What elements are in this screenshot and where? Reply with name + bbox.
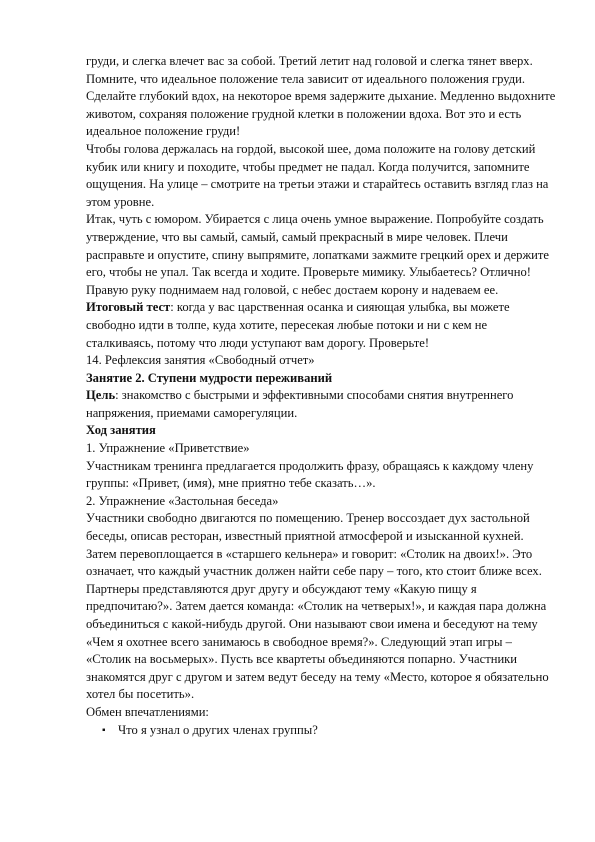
document-page — [86, 53, 556, 739]
question-list — [86, 722, 556, 740]
paragraph: Итак, чуть с юмором. Убирается с лица очень умное выражение. Попробуйте создать утверждение, что вы самый, самый, самый прекрасный в мире человек. Плечи расправьте и опустите, спину выпрямите, лопатками зажмите грецкий орех и держите его, чтобы не упал. Так всегда и ходите. Проверьте мимику. Улыбаетесь? Отлично! Правую руку поднимаем над головой, с небес достаем корону и надеваем ее. — [86, 212, 549, 297]
bullet-icon: ▪ — [102, 724, 106, 736]
exercise-2-text: Участники свободно двигаются по помещению. Тренер воссоздает дух застольной беседы, описав ресторан, известный приятной атмосферой и изысканной кухней. Затем перевоплощается в «старшего кельнера» и говорит: «Столик на двоих!». Это означает, что каждый участник должен найти себе пару – того, кто стоит ближе всех. Партнеры представляются друг другу и обсуждают тему «Какую пищу я предпочитаю?». Затем дается команда: «Столик на четверых!», и каждая пара должна объединиться с какой-нибудь другой. Они называют свои имена и беседуют на тему «Чем я охотнее всего занимаюсь в свободное время?». Следующий этап игры – «Столик на восьмерых». Пусть все квартеты объединяются попарно. Участники знакомятся друг с другом и затем ведут беседу на тему «Место, которое я обязательно хотел бы посетить». — [86, 511, 549, 702]
exchange-label: Обмен впечатлениями: — [86, 704, 209, 719]
lesson-title: Занятие 2. Ступени мудрости переживаний — [86, 370, 333, 385]
exercise-1-text: Участникам тренинга предлагается продолжить фразу, обращаясь к каждому члену группы: «Привет, (имя), мне приятно тебе сказать…». — [86, 458, 534, 491]
goal-label: Цель — [86, 388, 116, 403]
course-heading: Ход занятия — [86, 423, 156, 438]
final-test-label: Итоговый тест — [86, 300, 171, 315]
exercise-1-title: 1. Упражнение «Приветствие» — [86, 441, 250, 456]
paragraph: Чтобы голова держалась на гордой, высокой шее, дома положите на голову детский кубик или книгу и походите, чтобы предмет не падал. Когда получится, запомните ощущения. На улице – смотрите на третьи этажи и старайтесь оставить взгляд глаз на этом уровне. — [86, 141, 549, 209]
goal-text: : знакомство с быстрыми и эффективными способами снятия внутреннего напряжения, приемами саморегуляции. — [86, 388, 514, 420]
paragraph: груди, и слегка влечет вас за собой. Третий летит над головой и слегка тянет вверх. — [86, 54, 533, 68]
goal-paragraph — [86, 387, 556, 422]
paragraph: Помните, что идеальное положение тела зависит от идеального положения груди. Сделайте глубокий вдох, на некоторое время задержите дыхание. Медленно выдохните животом, сохраняя положение грудной клетки в положении вдоха. Вот это и есть идеальное положение груди! — [86, 71, 556, 139]
final-test-text: : когда у вас царственная осанка и сияющая улыбка, вы можете свободно идти в толпе, куда хотите, пересекая любые потоки и ни с кем не сталкиваясь, потому что люди уступают вам дорогу. Проверьте! — [86, 300, 510, 350]
list-item-text: Что я узнал о других членах группы? — [118, 722, 318, 737]
reflection-item: 14. Рефлексия занятия «Свободный отчет» — [86, 353, 315, 368]
exercise-2-title: 2. Упражнение «Застольная беседа» — [86, 493, 279, 508]
final-test-paragraph — [86, 299, 556, 352]
list-item — [86, 722, 556, 740]
